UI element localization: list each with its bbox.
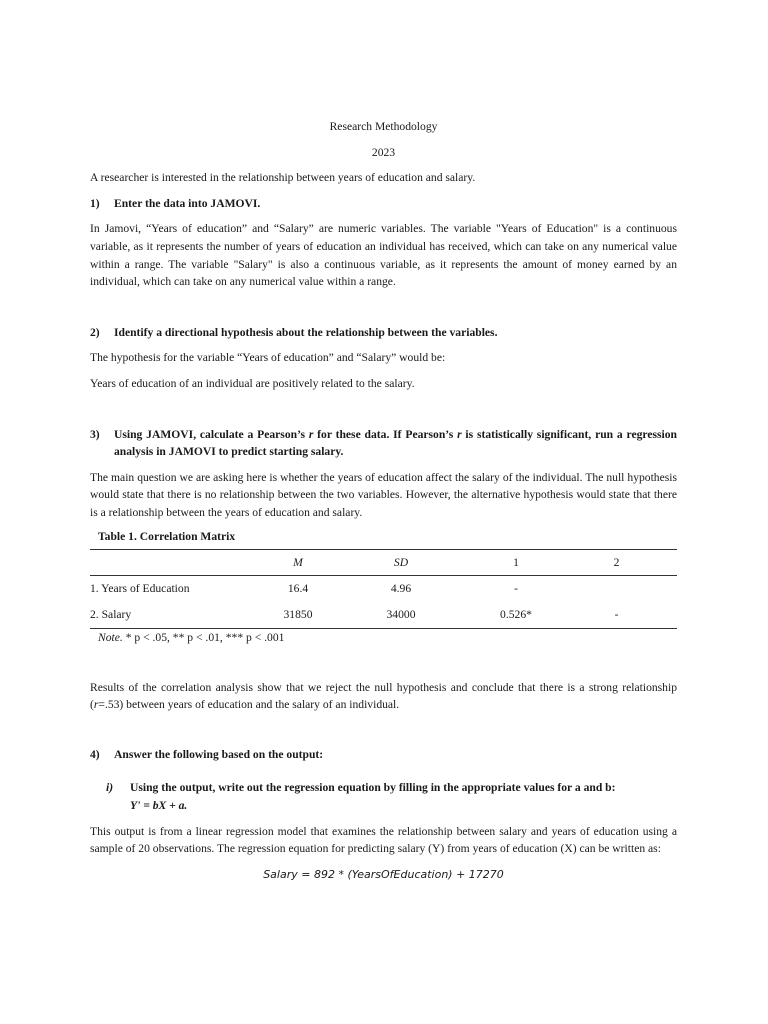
table-note-label: Note. [98,631,123,645]
q1-body: In Jamovi, “Years of education” and “Salary” are numeric variables. The variable "Years of Education" is a continuous variable, as it represents the number of years of education an individual has received, which can take on any numerical value within a range. The variable "Salary" is also a continuous variable, as it represents the amount of money earned by an individual, which can take on any numerical value within a range. [90,222,677,289]
table-cell-2: - [556,602,677,629]
q4-number: 4) [90,747,100,761]
table-header-sd: SD [326,550,476,576]
table-cell-1: 0.526* [476,602,556,629]
table-header-row [90,550,677,576]
correlation-table [90,549,677,629]
table-cell-m: 31850 [270,602,326,629]
table-title: Table 1. Correlation Matrix [98,529,236,543]
q3-body: The main question we are asking here is whether the years of education affect the salary of the individual. The null hypothesis would state that there is no relationship between the two variables. However, the alternative hypothesis would state that there is a relationship between the years of education and salary. [90,470,677,519]
table-row-label: 2. Salary [90,602,270,629]
q4-sub-equation: Y' = bX + a. [130,799,188,813]
q2-body-2: Years of education of an individual are positively related to the salary. [90,376,415,390]
q4-sub-heading-line: Using the output, write out the regression equation by filling in the appropriate values for a and b: [130,781,616,795]
q4-sub-number: i) [106,781,114,795]
table-note-text: * p < .05, ** p < .01, *** p < .001 [122,631,285,645]
q3-r-symbol-2: r [457,427,462,441]
q4-heading [90,746,677,764]
table-header-m: M [270,550,326,576]
table-header-1: 1 [476,550,556,576]
table-cell-2 [556,576,677,603]
q3-heading-part-a: Using JAMOVI, calculate a Pearson’s [114,427,309,441]
table-header-2: 2 [556,550,677,576]
q2-number: 2) [90,325,100,339]
intro-text: A researcher is interested in the relationship between years of education and salary. [90,171,476,185]
table-cell-sd: 34000 [326,602,476,629]
table-header-label [90,550,270,576]
results-part-a: Results of the correlation analysis show that we reject the null hypothesis and conclude that there is a strong relationship ( [90,680,677,712]
table-note [90,629,677,647]
doc-title: Research Methodology [329,120,438,133]
table-cell-1: - [514,582,518,596]
table-cell-sd: 4.96 [390,582,412,596]
q3-number: 3) [90,427,100,441]
results-part-b: =.53) between years of education and the salary of an individual. [98,698,400,712]
table-row [90,576,677,603]
results-text [90,679,677,714]
doc-year: 2023 [371,145,396,159]
q3-heading [90,426,677,461]
q3-heading-part-b: for these data. If Pearson’s [313,427,458,441]
document-page [90,118,677,883]
q3-r-symbol-1: r [308,427,314,441]
table-row [90,602,677,629]
q2-body-1: The hypothesis for the variable “Years of education” and “Salary” would be: [90,351,446,365]
q4-sub-heading-text [130,779,677,814]
q2-heading [90,324,677,342]
q1-heading-text: Enter the data into JAMOVI. [114,196,261,210]
table-row-label: 1. Years of Education [90,582,190,596]
q4-body: This output is from a linear regression model that examines the relationship between salary and years of education using a sample of 20 observations. The regression equation for predicting salary (Y) from years of education (X) can be written as: [90,824,677,856]
table-cell-m: 16.4 [287,582,309,596]
q1-number: 1) [90,196,100,210]
regression-formula: Salary = 892 * (YearsOfEducation) + 17270 [263,867,504,881]
results-r-symbol: r [93,698,99,712]
q4-sub-heading [90,779,677,814]
q3-heading-text [114,426,677,461]
q2-heading-text: Identify a directional hypothesis about the relationship between the variables. [114,325,498,339]
q3-heading-part-c: is statistically significant, run a regression analysis in JAMOVI to predict starting salary. [114,427,678,459]
q1-heading [90,195,677,213]
q4-heading-text: Answer the following based on the output: [114,747,324,761]
